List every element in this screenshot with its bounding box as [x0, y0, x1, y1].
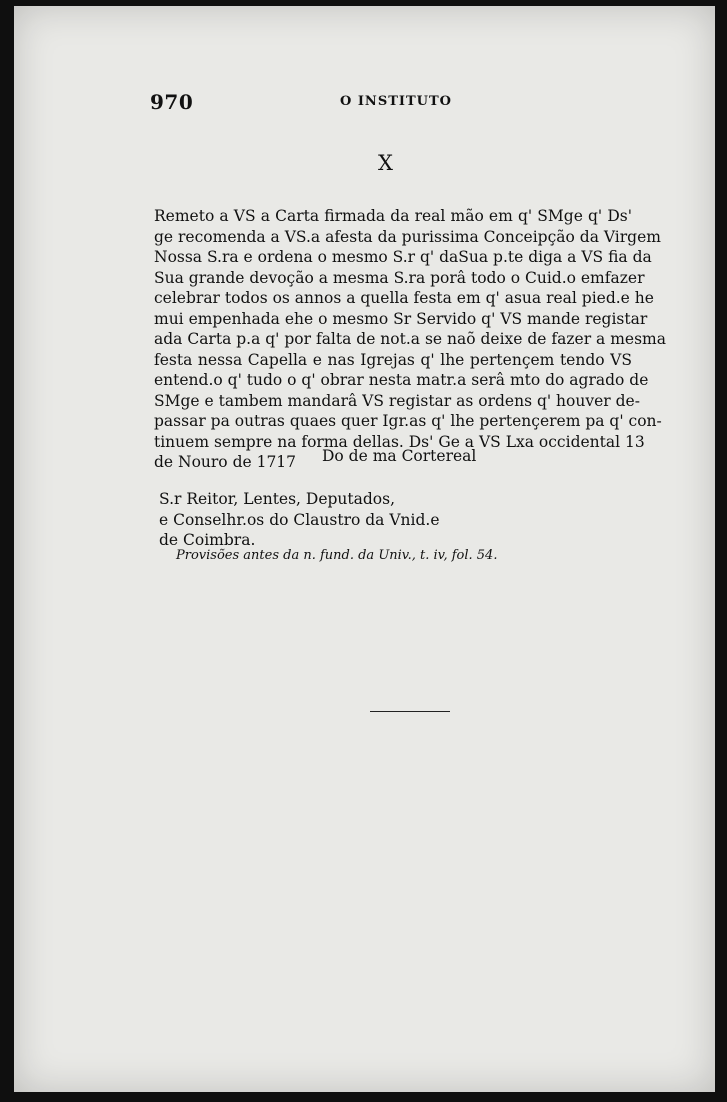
- address-line: S.r Reitor, Lentes, Deputados,: [159, 490, 396, 508]
- signature: Do de ma Cortereal: [322, 447, 477, 465]
- letter-line: ge recomenda a VS.a afesta da purissima Conceipção da Virgem: [154, 227, 661, 246]
- letter-line: entend.o q' tudo o q' obrar nesta matr.a serâ mto do agrado de: [154, 371, 649, 389]
- page-number: 970: [150, 90, 194, 114]
- letter-line: celebrar todos os annos a quella festa em q' asua real pied.e he: [154, 289, 654, 307]
- address-block: [159, 489, 440, 551]
- letter-line: mui empenhada ehe o mesmo Sr Servido q' VS mande registar: [154, 309, 648, 328]
- address-line: e Conselhr.os do Claustro da Vnid.e: [159, 510, 440, 529]
- letter-line: festa nessa Capella e nas Igrejas q' lhe pertençem tendo VS: [154, 350, 632, 369]
- section-numeral: X: [378, 151, 393, 175]
- letter-line: SMge e tambem mandarâ VS registar as ordens q' houver de-: [154, 391, 640, 410]
- letter-line: tinuem sempre na forma dellas. Ds' Ge a VS Lxa occidental 13: [154, 432, 645, 451]
- letter-line: passar pa outras quaes quer Igr.as q' lhe pertençerem pa q' con-: [154, 412, 662, 430]
- letter-line: ada Carta p.a q' por falta de not.a se naõ deixe de fazer a mesma: [154, 330, 666, 348]
- source-citation: Provisões antes da n. fund. da Univ., t. iv, fol. 54.: [176, 548, 498, 563]
- letter-line: de Nouro de 1717: [154, 453, 297, 471]
- document-page: [14, 6, 715, 1092]
- letter-body: [154, 206, 666, 473]
- letter-line: Remeto a VS a Carta firmada da real mão em q' SMge q' Ds': [154, 207, 632, 225]
- section-divider: [370, 711, 450, 712]
- letter-line: Sua grande devoção a mesma S.ra porâ todo o Cuid.o emfazer: [154, 268, 645, 287]
- address-line: de Coimbra.: [159, 531, 256, 549]
- running-title: O INSTITUTO: [340, 94, 452, 109]
- letter-line: Nossa S.ra e ordena o mesmo S.r q' daSua p.te diga a VS fia da: [154, 248, 652, 266]
